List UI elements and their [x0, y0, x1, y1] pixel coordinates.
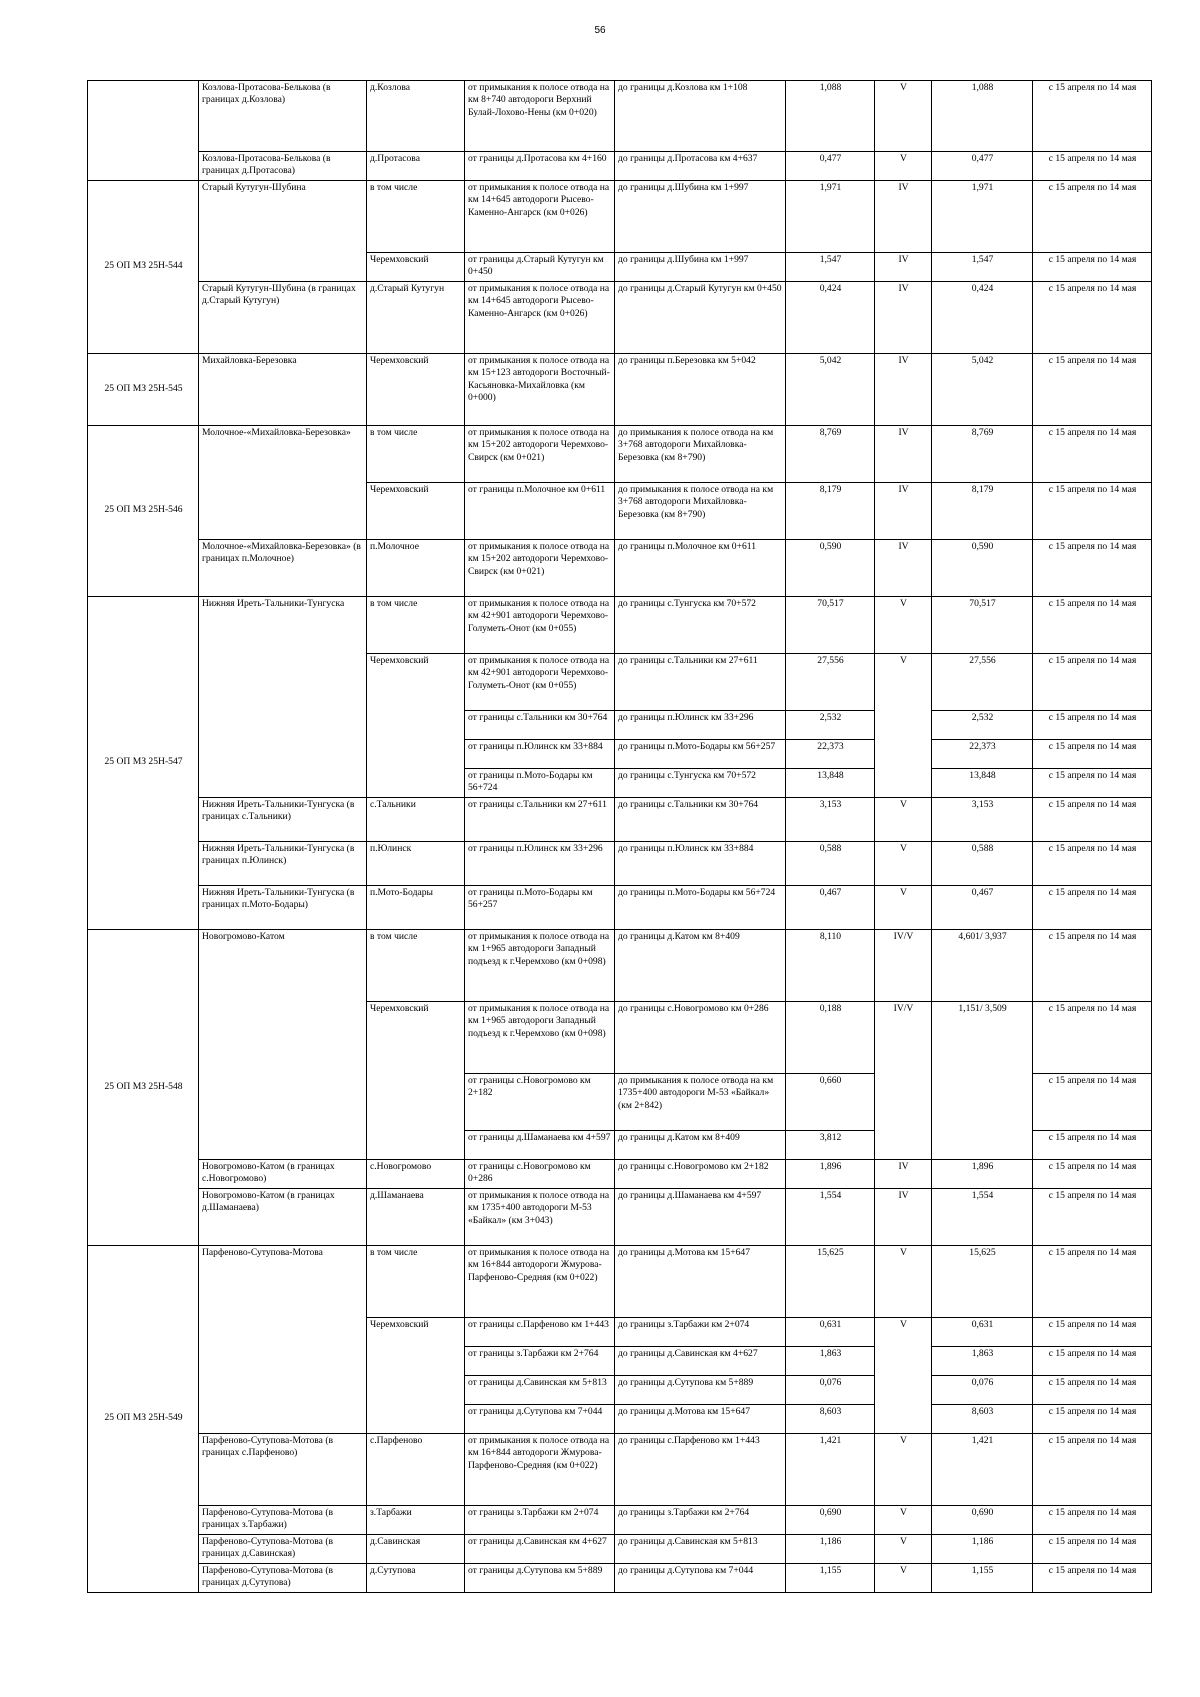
- to-cell: до границы п.Мото-Бодары км 56+257: [615, 740, 786, 769]
- to-cell: до границы п.Березовка км 5+042: [615, 354, 786, 426]
- district-cell: Черемховский: [367, 654, 465, 798]
- period-cell: с 15 апреля по 14 мая: [1033, 654, 1152, 711]
- district-cell: д.Сутупова: [367, 1564, 465, 1593]
- to-cell: до границы д.Сутупова км 7+044: [615, 1564, 786, 1593]
- road-name-cell: Новогромово-Катом: [199, 930, 367, 1160]
- length-cell: 0,424: [786, 282, 875, 354]
- length-cell: 0,631: [786, 1318, 875, 1347]
- length2-cell: 0,424: [932, 282, 1033, 354]
- from-cell: от границы д.Старый Кутугун км 0+450: [465, 253, 615, 282]
- district-cell: Черемховский: [367, 1318, 465, 1434]
- table-row: [88, 1246, 1152, 1318]
- period-cell: с 15 апреля по 14 мая: [1033, 354, 1152, 426]
- to-cell: до границы д.Савинская км 4+627: [615, 1347, 786, 1376]
- to-cell: до границы с.Тунгуска км 70+572: [615, 597, 786, 654]
- table-row: [88, 886, 1152, 930]
- road-name-cell: Новогромово-Катом (в границах с.Новогромово): [199, 1160, 367, 1189]
- category-cell: V: [875, 886, 932, 930]
- period-cell: с 15 апреля по 14 мая: [1033, 798, 1152, 842]
- table-row: [88, 798, 1152, 842]
- table-row: [88, 282, 1152, 354]
- table-row: [88, 152, 1152, 181]
- length-cell: 15,625: [786, 1246, 875, 1318]
- table-row: [88, 181, 1152, 253]
- period-cell: с 15 апреля по 14 мая: [1033, 282, 1152, 354]
- road-code-cell: 25 ОП МЗ 25Н-548: [88, 930, 199, 1246]
- period-cell: с 15 апреля по 14 мая: [1033, 181, 1152, 253]
- length-cell: 3,812: [786, 1131, 875, 1160]
- from-cell: от примыкания к полосе отвода на км 42+901 автодороги Черемхово-Голуметь-Онот (км 0+055): [465, 597, 615, 654]
- period-cell: с 15 апреля по 14 мая: [1033, 540, 1152, 597]
- category-cell: IV: [875, 282, 932, 354]
- to-cell: до границы п.Мото-Бодары км 56+724: [615, 886, 786, 930]
- length-cell: 0,590: [786, 540, 875, 597]
- length-cell: 2,532: [786, 711, 875, 740]
- district-cell: д.Савинская: [367, 1535, 465, 1564]
- length-cell: 8,179: [786, 483, 875, 540]
- period-cell: с 15 апреля по 14 мая: [1033, 1405, 1152, 1434]
- road-name-cell: Парфеново-Сутупова-Мотова (в границах з.Тарбажи): [199, 1506, 367, 1535]
- from-cell: от границы п.Мото-Бодары км 56+724: [465, 769, 615, 798]
- length-cell: 1,155: [786, 1564, 875, 1593]
- length-cell: 0,588: [786, 842, 875, 886]
- road-code-cell: 25 ОП МЗ 25Н-547: [88, 597, 199, 930]
- to-cell: до границы д.Козлова км 1+108: [615, 81, 786, 152]
- table-row: [88, 81, 1152, 152]
- category-cell: V: [875, 1318, 932, 1434]
- road-code-cell: 25 ОП МЗ 25Н-546: [88, 426, 199, 597]
- length2-cell: 1,088: [932, 81, 1033, 152]
- district-cell: п.Молочное: [367, 540, 465, 597]
- category-cell: V: [875, 1434, 932, 1506]
- page-number: 56: [594, 25, 606, 36]
- to-cell: до границы с.Тальники км 27+611: [615, 654, 786, 711]
- category-cell: V: [875, 654, 932, 798]
- from-cell: от границы с.Тальники км 27+611: [465, 798, 615, 842]
- to-cell: до границы д.Мотова км 15+647: [615, 1246, 786, 1318]
- from-cell: от границы д.Савинская км 4+627: [465, 1535, 615, 1564]
- to-cell: до границы д.Сутупова км 5+889: [615, 1376, 786, 1405]
- road-code-cell: 25 ОП МЗ 25Н-544: [88, 181, 199, 354]
- length2-cell: 8,603: [932, 1405, 1033, 1434]
- district-cell: д.Шаманаева: [367, 1189, 465, 1246]
- length-cell: 0,477: [786, 152, 875, 181]
- category-cell: IV: [875, 483, 932, 540]
- road-name-cell: Новогромово-Катом (в границах д.Шаманаева): [199, 1189, 367, 1246]
- length-cell: 1,186: [786, 1535, 875, 1564]
- from-cell: от примыкания к полосе отвода на км 16+844 автодороги Жмурова-Парфеново-Средняя (км 0+022): [465, 1246, 615, 1318]
- category-cell: IV/V: [875, 930, 932, 1002]
- table-row: [88, 930, 1152, 1002]
- from-cell: от примыкания к полосе отвода на км 14+645 автодороги Рысево-Каменно-Ангарск (км 0+026): [465, 181, 615, 253]
- category-cell: V: [875, 842, 932, 886]
- table-row: [88, 1506, 1152, 1535]
- category-cell: V: [875, 81, 932, 152]
- to-cell: до границы з.Тарбажи км 2+764: [615, 1506, 786, 1535]
- length-cell: 1,896: [786, 1160, 875, 1189]
- length2-cell: 1,971: [932, 181, 1033, 253]
- period-cell: с 15 апреля по 14 мая: [1033, 769, 1152, 798]
- length2-cell: 0,631: [932, 1318, 1033, 1347]
- category-cell: IV: [875, 1189, 932, 1246]
- from-cell: от границы д.Протасова км 4+160: [465, 152, 615, 181]
- district-cell: д.Протасова: [367, 152, 465, 181]
- road-name-cell: Старый Кутугун-Шубина: [199, 181, 367, 282]
- category-cell: V: [875, 152, 932, 181]
- length2-cell: 1,186: [932, 1535, 1033, 1564]
- period-cell: с 15 апреля по 14 мая: [1033, 81, 1152, 152]
- district-cell: в том числе: [367, 181, 465, 253]
- period-cell: с 15 апреля по 14 мая: [1033, 426, 1152, 483]
- period-cell: с 15 апреля по 14 мая: [1033, 597, 1152, 654]
- from-cell: от примыкания к полосе отвода на км 1+965 автодороги Западный подъезд к г.Черемхово (км 0+098): [465, 1002, 615, 1074]
- category-cell: V: [875, 1506, 932, 1535]
- length2-cell: 22,373: [932, 740, 1033, 769]
- to-cell: до границы д.Шубина км 1+997: [615, 181, 786, 253]
- length2-cell: 4,601/ 3,937: [932, 930, 1033, 1002]
- length-cell: 0,690: [786, 1506, 875, 1535]
- district-cell: Черемховский: [367, 1002, 465, 1160]
- from-cell: от границы д.Шаманаева км 4+597: [465, 1131, 615, 1160]
- to-cell: до границы с.Парфеново км 1+443: [615, 1434, 786, 1506]
- table-row: [88, 597, 1152, 654]
- table-row: [88, 1564, 1152, 1593]
- to-cell: до примыкания к полосе отвода на км 1735+400 автодороги М-53 «Байкал» (км 2+842): [615, 1074, 786, 1131]
- from-cell: от границы д.Сутупова км 7+044: [465, 1405, 615, 1434]
- category-cell: V: [875, 597, 932, 654]
- from-cell: от границы п.Мото-Бодары км 56+257: [465, 886, 615, 930]
- to-cell: до границы с.Тунгуска км 70+572: [615, 769, 786, 798]
- length-cell: 1,088: [786, 81, 875, 152]
- length2-cell: 1,896: [932, 1160, 1033, 1189]
- period-cell: с 15 апреля по 14 мая: [1033, 1246, 1152, 1318]
- from-cell: от границы п.Юлинск км 33+296: [465, 842, 615, 886]
- table-row: [88, 1535, 1152, 1564]
- district-cell: Черемховский: [367, 253, 465, 282]
- district-cell: в том числе: [367, 930, 465, 1002]
- to-cell: до границы с.Тальники км 30+764: [615, 798, 786, 842]
- period-cell: с 15 апреля по 14 мая: [1033, 1376, 1152, 1405]
- length2-cell: 1,547: [932, 253, 1033, 282]
- road-name-cell: Молочное-«Михайловка-Березовка» (в границах п.Молочное): [199, 540, 367, 597]
- period-cell: с 15 апреля по 14 мая: [1033, 1002, 1152, 1074]
- length2-cell: 15,625: [932, 1246, 1033, 1318]
- district-cell: п.Юлинск: [367, 842, 465, 886]
- period-cell: с 15 апреля по 14 мая: [1033, 1131, 1152, 1160]
- district-cell: з.Тарбажи: [367, 1506, 465, 1535]
- table-row: [88, 354, 1152, 426]
- length2-cell: 1,554: [932, 1189, 1033, 1246]
- road-code-cell: [88, 81, 199, 181]
- category-cell: IV/V: [875, 1002, 932, 1160]
- table-row: [88, 1160, 1152, 1189]
- road-name-cell: Козлова-Протасова-Белькова (в границах д.Козлова): [199, 81, 367, 152]
- category-cell: V: [875, 798, 932, 842]
- from-cell: от примыкания к полосе отвода на км 15+123 автодороги Восточный-Касьяновка-Михайловка (км 0+000): [465, 354, 615, 426]
- road-name-cell: Козлова-Протасова-Белькова (в границах д.Протасова): [199, 152, 367, 181]
- period-cell: с 15 апреля по 14 мая: [1033, 740, 1152, 769]
- from-cell: от примыкания к полосе отвода на км 1+965 автодороги Западный подъезд к г.Черемхово (км 0+098): [465, 930, 615, 1002]
- length2-cell: 13,848: [932, 769, 1033, 798]
- length-cell: 8,110: [786, 930, 875, 1002]
- length-cell: 0,660: [786, 1074, 875, 1131]
- category-cell: V: [875, 1535, 932, 1564]
- from-cell: от примыкания к полосе отвода на км 8+740 автодороги Верхний Булай-Лохово-Нены (км 0+020): [465, 81, 615, 152]
- period-cell: с 15 апреля по 14 мая: [1033, 1535, 1152, 1564]
- to-cell: до границы д.Мотова км 15+647: [615, 1405, 786, 1434]
- from-cell: от границы д.Сутупова км 5+889: [465, 1564, 615, 1593]
- period-cell: с 15 апреля по 14 мая: [1033, 1074, 1152, 1131]
- category-cell: V: [875, 1246, 932, 1318]
- from-cell: от границы п.Молочное км 0+611: [465, 483, 615, 540]
- period-cell: с 15 апреля по 14 мая: [1033, 1347, 1152, 1376]
- length-cell: 1,421: [786, 1434, 875, 1506]
- from-cell: от примыкания к полосе отвода на км 1735+400 автодороги М-53 «Байкал» (км 3+043): [465, 1189, 615, 1246]
- from-cell: от границы з.Тарбажи км 2+764: [465, 1347, 615, 1376]
- district-cell: д.Старый Кутугун: [367, 282, 465, 354]
- length2-cell: 1,151/ 3,509: [932, 1002, 1033, 1160]
- length-cell: 0,076: [786, 1376, 875, 1405]
- road-name-cell: Парфеново-Сутупова-Мотова (в границах с.Парфеново): [199, 1434, 367, 1506]
- length2-cell: 1,155: [932, 1564, 1033, 1593]
- from-cell: от примыкания к полосе отвода на км 15+202 автодороги Черемхово-Свирск (км 0+021): [465, 426, 615, 483]
- from-cell: от примыкания к полосе отвода на км 42+901 автодороги Черемхово-Голуметь-Онот (км 0+055): [465, 654, 615, 711]
- length2-cell: 27,556: [932, 654, 1033, 711]
- length-cell: 0,188: [786, 1002, 875, 1074]
- length-cell: 27,556: [786, 654, 875, 711]
- district-cell: в том числе: [367, 1246, 465, 1318]
- length2-cell: 8,769: [932, 426, 1033, 483]
- table-row: [88, 1189, 1152, 1246]
- to-cell: до границы д.Протасова км 4+637: [615, 152, 786, 181]
- period-cell: с 15 апреля по 14 мая: [1033, 1564, 1152, 1593]
- length-cell: 8,603: [786, 1405, 875, 1434]
- to-cell: до границы д.Шубина км 1+997: [615, 253, 786, 282]
- to-cell: до границы д.Старый Кутугун км 0+450: [615, 282, 786, 354]
- category-cell: IV: [875, 540, 932, 597]
- from-cell: от примыкания к полосе отвода на км 14+645 автодороги Рысево-Каменно-Ангарск (км 0+026): [465, 282, 615, 354]
- category-cell: IV: [875, 181, 932, 253]
- category-cell: V: [875, 1564, 932, 1593]
- length2-cell: 0,477: [932, 152, 1033, 181]
- period-cell: с 15 апреля по 14 мая: [1033, 930, 1152, 1002]
- to-cell: до границы д.Катом км 8+409: [615, 1131, 786, 1160]
- from-cell: от границы п.Юлинск км 33+884: [465, 740, 615, 769]
- length-cell: 0,467: [786, 886, 875, 930]
- length-cell: 13,848: [786, 769, 875, 798]
- period-cell: с 15 апреля по 14 мая: [1033, 483, 1152, 540]
- to-cell: до границы д.Шаманаева км 4+597: [615, 1189, 786, 1246]
- district-cell: в том числе: [367, 426, 465, 483]
- length-cell: 3,153: [786, 798, 875, 842]
- district-cell: с.Новогромово: [367, 1160, 465, 1189]
- road-name-cell: Молочное-«Михайловка-Березовка»: [199, 426, 367, 540]
- district-cell: в том числе: [367, 597, 465, 654]
- length2-cell: 1,863: [932, 1347, 1033, 1376]
- district-cell: п.Мото-Бодары: [367, 886, 465, 930]
- period-cell: с 15 апреля по 14 мая: [1033, 842, 1152, 886]
- district-cell: Черемховский: [367, 483, 465, 540]
- length2-cell: 5,042: [932, 354, 1033, 426]
- district-cell: д.Козлова: [367, 81, 465, 152]
- length-cell: 1,554: [786, 1189, 875, 1246]
- to-cell: до границы п.Юлинск км 33+884: [615, 842, 786, 886]
- length2-cell: 0,690: [932, 1506, 1033, 1535]
- period-cell: с 15 апреля по 14 мая: [1033, 886, 1152, 930]
- table-row: [88, 426, 1152, 483]
- road-name-cell: Парфеново-Сутупова-Мотова (в границах д.Сутупова): [199, 1564, 367, 1593]
- from-cell: от границы с.Парфеново км 1+443: [465, 1318, 615, 1347]
- table-row: [88, 540, 1152, 597]
- length-cell: 22,373: [786, 740, 875, 769]
- to-cell: до примыкания к полосе отвода на км 3+768 автодороги Михайловка-Березовка (км 8+790): [615, 483, 786, 540]
- period-cell: с 15 апреля по 14 мая: [1033, 1506, 1152, 1535]
- period-cell: с 15 апреля по 14 мая: [1033, 152, 1152, 181]
- length2-cell: 8,179: [932, 483, 1033, 540]
- from-cell: от границы с.Новогромово км 0+286: [465, 1160, 615, 1189]
- road-code-cell: 25 ОП МЗ 25Н-545: [88, 354, 199, 426]
- category-cell: IV: [875, 354, 932, 426]
- period-cell: с 15 апреля по 14 мая: [1033, 253, 1152, 282]
- period-cell: с 15 апреля по 14 мая: [1033, 1160, 1152, 1189]
- length-cell: 5,042: [786, 354, 875, 426]
- from-cell: от примыкания к полосе отвода на км 16+844 автодороги Жмурова-Парфеново-Средняя (км 0+022): [465, 1434, 615, 1506]
- length2-cell: 2,532: [932, 711, 1033, 740]
- road-name-cell: Парфеново-Сутупова-Мотова: [199, 1246, 367, 1434]
- length2-cell: 1,421: [932, 1434, 1033, 1506]
- to-cell: до границы з.Тарбажи км 2+074: [615, 1318, 786, 1347]
- to-cell: до границы п.Молочное км 0+611: [615, 540, 786, 597]
- road-name-cell: Нижняя Иреть-Тальники-Тунгуска (в границах с.Тальники): [199, 798, 367, 842]
- category-cell: IV: [875, 426, 932, 483]
- category-cell: IV: [875, 253, 932, 282]
- table-row: [88, 1434, 1152, 1506]
- length-cell: 8,769: [786, 426, 875, 483]
- road-name-cell: Парфеново-Сутупова-Мотова (в границах д.Савинская): [199, 1535, 367, 1564]
- length-cell: 1,863: [786, 1347, 875, 1376]
- length2-cell: 0,076: [932, 1376, 1033, 1405]
- period-cell: с 15 апреля по 14 мая: [1033, 1318, 1152, 1347]
- from-cell: от границы с.Тальники км 30+764: [465, 711, 615, 740]
- to-cell: до границы с.Новогромово км 0+286: [615, 1002, 786, 1074]
- road-name-cell: Михайловка-Березовка: [199, 354, 367, 426]
- period-cell: с 15 апреля по 14 мая: [1033, 1189, 1152, 1246]
- length-cell: 1,971: [786, 181, 875, 253]
- category-cell: IV: [875, 1160, 932, 1189]
- to-cell: до границы с.Новогромово км 2+182: [615, 1160, 786, 1189]
- to-cell: до примыкания к полосе отвода на км 3+768 автодороги Михайловка-Березовка (км 8+790): [615, 426, 786, 483]
- from-cell: от границы д.Савинская км 5+813: [465, 1376, 615, 1405]
- from-cell: от границы з.Тарбажи км 2+074: [465, 1506, 615, 1535]
- period-cell: с 15 апреля по 14 мая: [1033, 1434, 1152, 1506]
- length-cell: 70,517: [786, 597, 875, 654]
- length2-cell: 0,590: [932, 540, 1033, 597]
- road-code-cell: 25 ОП МЗ 25Н-549: [88, 1246, 199, 1593]
- length2-cell: 3,153: [932, 798, 1033, 842]
- from-cell: от границы с.Новогромово км 2+182: [465, 1074, 615, 1131]
- to-cell: до границы д.Савинская км 5+813: [615, 1535, 786, 1564]
- district-cell: Черемховский: [367, 354, 465, 426]
- period-cell: с 15 апреля по 14 мая: [1033, 711, 1152, 740]
- to-cell: до границы п.Юлинск км 33+296: [615, 711, 786, 740]
- length-cell: 1,547: [786, 253, 875, 282]
- road-name-cell: Нижняя Иреть-Тальники-Тунгуска (в границах п.Мото-Бодары): [199, 886, 367, 930]
- road-name-cell: Старый Кутугун-Шубина (в границах д.Старый Кутугун): [199, 282, 367, 354]
- length2-cell: 70,517: [932, 597, 1033, 654]
- district-cell: с.Тальники: [367, 798, 465, 842]
- road-name-cell: Нижняя Иреть-Тальники-Тунгуска (в границах п.Юлинск): [199, 842, 367, 886]
- district-cell: с.Парфеново: [367, 1434, 465, 1506]
- table-row: [88, 842, 1152, 886]
- roads-table: [87, 80, 1152, 1593]
- length2-cell: 0,588: [932, 842, 1033, 886]
- length2-cell: 0,467: [932, 886, 1033, 930]
- from-cell: от примыкания к полосе отвода на км 15+202 автодороги Черемхово-Свирск (км 0+021): [465, 540, 615, 597]
- road-name-cell: Нижняя Иреть-Тальники-Тунгуска: [199, 597, 367, 798]
- to-cell: до границы д.Катом км 8+409: [615, 930, 786, 1002]
